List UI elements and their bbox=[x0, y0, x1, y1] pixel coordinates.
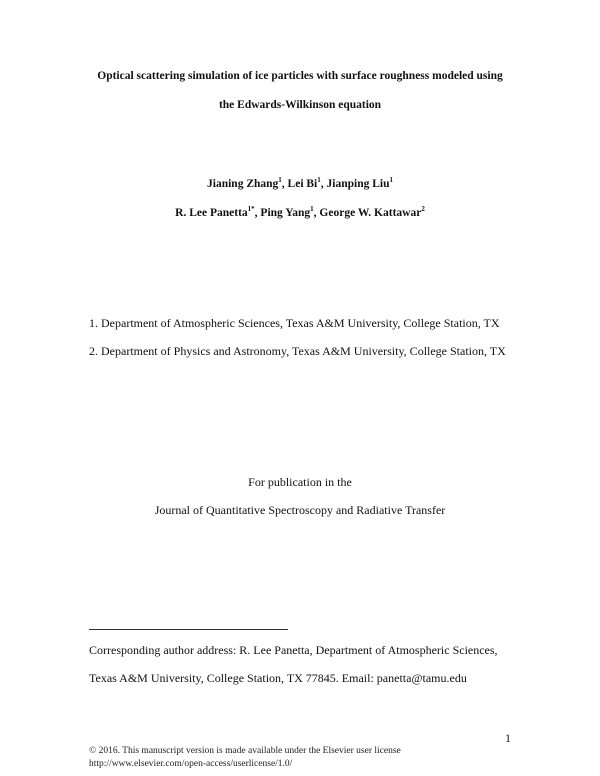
author-affiliation-mark: 1 bbox=[310, 205, 314, 214]
authors-line-2 bbox=[0, 207, 600, 219]
license-url: http://www.elsevier.com/open-access/userlicense/1.0/ bbox=[89, 759, 293, 769]
corresponding-author-line-2: Texas A&M University, College Station, TX 77845. Email: panetta@tamu.edu bbox=[89, 671, 467, 685]
author-affiliation-mark: 2 bbox=[421, 205, 425, 214]
author-name: Lei Bi bbox=[287, 178, 318, 190]
page-number: 1 bbox=[505, 731, 511, 745]
author-name: George W. Kattawar bbox=[319, 207, 422, 219]
license-line-1: © 2016. This manuscript version is made available under the Elsevier user license bbox=[89, 746, 401, 756]
authors-line-1 bbox=[0, 178, 600, 190]
author-separator: , bbox=[254, 207, 261, 219]
author-affiliation-mark: 1* bbox=[247, 205, 255, 214]
affiliation-2: 2. Department of Physics and Astronomy, Texas A&M University, College Station, TX bbox=[89, 344, 506, 358]
author-affiliation-mark: 1 bbox=[278, 176, 282, 185]
corresponding-author-line-1: Corresponding author address: R. Lee Panetta, Department of Atmospheric Sciences, bbox=[89, 643, 498, 657]
author-separator: , bbox=[320, 178, 327, 190]
paper-title-line-2: the Edwards-Wilkinson equation bbox=[218, 99, 382, 111]
author-name: R. Lee Panetta bbox=[175, 207, 248, 219]
author-name: Ping Yang bbox=[260, 207, 311, 219]
author-name: Jianing Zhang bbox=[207, 178, 279, 190]
publication-line-1: For publication in the bbox=[248, 475, 352, 489]
paper-title-line-1: Optical scattering simulation of ice particles with surface roughness modeled using bbox=[97, 70, 503, 82]
affiliation-1: 1. Department of Atmospheric Sciences, Texas A&M University, College Station, TX bbox=[89, 316, 500, 330]
author-separator: , bbox=[281, 178, 288, 190]
footnote-divider bbox=[89, 629, 288, 630]
journal-name: Journal of Quantitative Spectroscopy and Radiative Transfer bbox=[154, 503, 446, 517]
author-affiliation-mark: 1 bbox=[389, 176, 393, 185]
author-name: Jianping Liu bbox=[326, 178, 390, 190]
author-affiliation-mark: 1 bbox=[317, 176, 321, 185]
author-separator: , bbox=[313, 207, 320, 219]
